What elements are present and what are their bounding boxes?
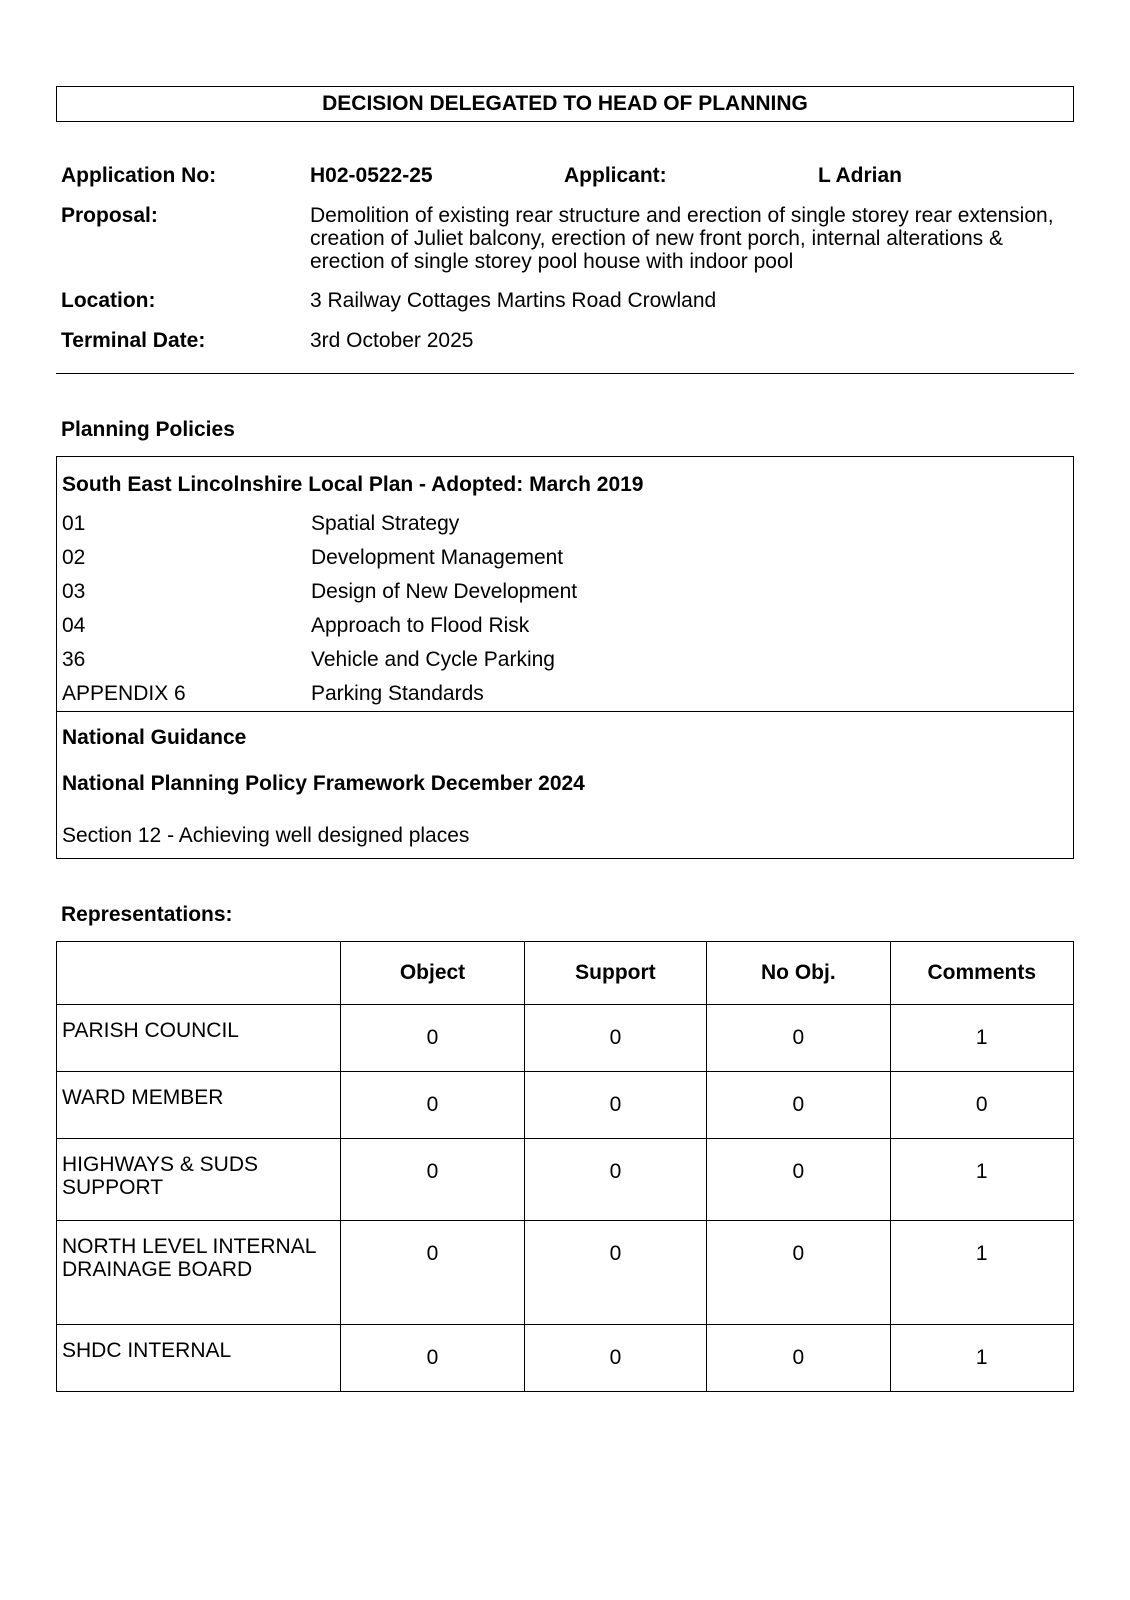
policy-row (57, 677, 1073, 711)
policy-name: Development Management (311, 546, 564, 569)
policy-code: 36 (62, 648, 86, 671)
policies-box (56, 456, 1074, 859)
national-guidance (57, 711, 1073, 858)
location-row (56, 289, 1074, 313)
column-header: No Obj. (707, 942, 890, 1005)
policy-code: 02 (62, 546, 86, 569)
proposal-row (56, 204, 1074, 273)
count-no-obj: 0 (707, 1072, 890, 1139)
count-comments: 1 (890, 1139, 1073, 1221)
terminal-date-row (56, 329, 1074, 353)
column-header (57, 942, 341, 1005)
count-no-obj: 0 (707, 1221, 890, 1325)
proposal-text: Demolition of existing rear structure and erection of single storey rear extension, creation of Juliet balcony, erection of new front porch, internal alterations & erection of single storey pool house with indoor pool (310, 204, 1054, 273)
policy-row (57, 643, 1073, 677)
table-row (57, 1221, 1074, 1325)
count-no-obj: 0 (707, 1005, 890, 1072)
column-header: Support (524, 942, 706, 1005)
nppf-section: Section 12 - Achieving well designed places (62, 824, 470, 847)
count-support: 0 (524, 1005, 706, 1072)
policy-name: Spatial Strategy (311, 512, 460, 535)
count-support: 0 (524, 1072, 706, 1139)
policy-code: 03 (62, 580, 86, 603)
policy-code: APPENDIX 6 (62, 682, 186, 705)
document-page (56, 86, 1074, 1392)
policy-code: 01 (62, 512, 86, 535)
table-row (57, 1325, 1074, 1392)
column-header: Object (341, 942, 524, 1005)
terminal-date-value: 3rd October 2025 (310, 329, 474, 352)
count-object: 0 (341, 1072, 524, 1139)
application-details (56, 164, 1074, 374)
policy-name: Parking Standards (311, 682, 484, 705)
policy-row (57, 575, 1073, 609)
application-row (56, 164, 1074, 188)
count-support: 0 (524, 1325, 706, 1392)
consultee-name: SHDC INTERNAL (57, 1325, 341, 1392)
count-no-obj: 0 (707, 1325, 890, 1392)
consultee-name: NORTH LEVEL INTERNAL DRAINAGE BOARD (57, 1221, 341, 1325)
application-no-label: Application No: (61, 164, 217, 187)
table-header-row (57, 942, 1074, 1005)
count-comments: 0 (890, 1072, 1073, 1139)
column-header: Comments (890, 942, 1073, 1005)
consultee-name: HIGHWAYS & SUDS SUPPORT (57, 1139, 341, 1221)
representations-table (56, 941, 1074, 1392)
policy-name: Approach to Flood Risk (311, 614, 530, 637)
count-object: 0 (341, 1005, 524, 1072)
national-guidance-heading: National Guidance (62, 726, 247, 749)
location-value: 3 Railway Cottages Martins Road Crowland (310, 289, 717, 312)
count-support: 0 (524, 1139, 706, 1221)
applicant-value: L Adrian (818, 164, 903, 187)
table-row (57, 1072, 1074, 1139)
table-row (57, 1005, 1074, 1072)
applicant-label: Applicant: (564, 164, 667, 187)
count-object: 0 (341, 1325, 524, 1392)
location-label: Location: (61, 289, 156, 312)
proposal-label: Proposal: (61, 204, 158, 227)
page-title: DECISION DELEGATED TO HEAD OF PLANNING (56, 86, 1074, 122)
policy-name: Design of New Development (311, 580, 578, 603)
policy-name: Vehicle and Cycle Parking (311, 648, 555, 671)
representations-heading: Representations: (61, 903, 233, 926)
policy-code: 04 (62, 614, 86, 637)
policy-row (57, 541, 1073, 575)
count-object: 0 (341, 1139, 524, 1221)
consultee-name: PARISH COUNCIL (57, 1005, 341, 1072)
application-no-value: H02-0522-25 (310, 164, 433, 187)
policy-row (57, 507, 1073, 541)
consultee-name: WARD MEMBER (57, 1072, 341, 1139)
divider (56, 373, 1074, 374)
local-plan-title: South East Lincolnshire Local Plan - Adopted: March 2019 (62, 473, 644, 496)
policy-list (57, 507, 1073, 711)
count-support: 0 (524, 1221, 706, 1325)
count-comments: 1 (890, 1221, 1073, 1325)
planning-policies-heading: Planning Policies (61, 418, 235, 441)
terminal-date-label: Terminal Date: (61, 329, 206, 352)
policy-row (57, 609, 1073, 643)
count-no-obj: 0 (707, 1139, 890, 1221)
nppf-title: National Planning Policy Framework December 2024 (62, 772, 585, 795)
table-row (57, 1139, 1074, 1221)
count-object: 0 (341, 1221, 524, 1325)
count-comments: 1 (890, 1005, 1073, 1072)
count-comments: 1 (890, 1325, 1073, 1392)
